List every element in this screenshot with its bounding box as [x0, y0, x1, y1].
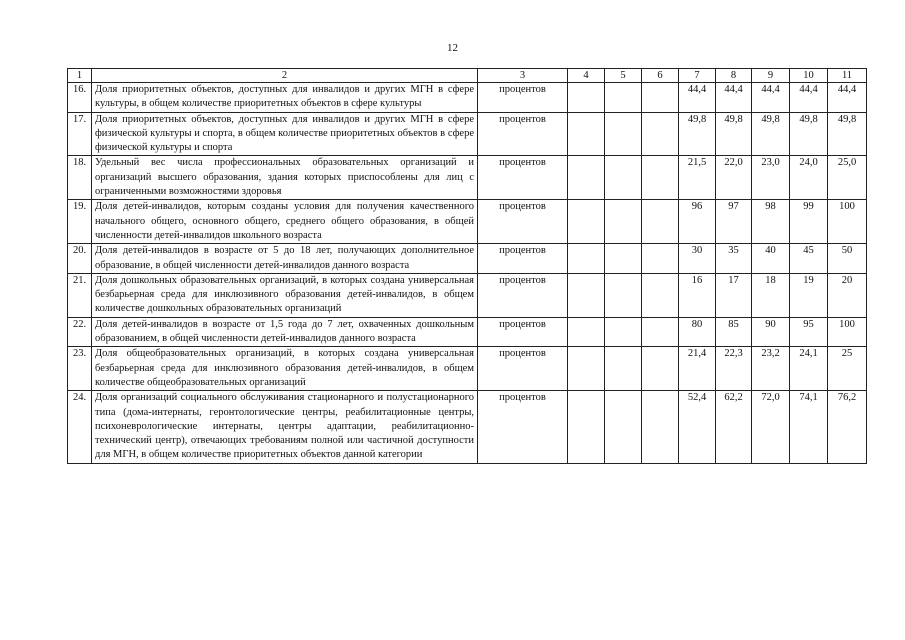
unit-cell: процентов	[478, 317, 568, 347]
value-cell: 30	[679, 244, 716, 274]
row-number: 19.	[68, 200, 92, 244]
row-number: 23.	[68, 347, 92, 391]
value-cell: 49,8	[679, 112, 716, 156]
value-cell	[605, 156, 642, 200]
value-cell: 90	[752, 317, 790, 347]
value-cell	[642, 83, 679, 113]
unit-cell: процентов	[478, 200, 568, 244]
indicators-table	[67, 68, 867, 464]
value-cell: 24,0	[790, 156, 828, 200]
value-cell: 44,4	[828, 83, 867, 113]
value-cell: 49,8	[790, 112, 828, 156]
row-number: 18.	[68, 156, 92, 200]
column-header: 3	[478, 69, 568, 83]
indicator-description: Доля общеобразовательных организаций, в которых создана универсальная безбарьерная среда для инклюзивного образования детей-инвалидов, в общем количестве общеобразовательных организаций	[92, 347, 478, 391]
value-cell	[642, 200, 679, 244]
unit-cell: процентов	[478, 347, 568, 391]
value-cell: 95	[790, 317, 828, 347]
indicator-description: Доля детей-инвалидов в возрасте от 1,5 года до 7 лет, охваченных дошкольным образованием, в общей численности детей-инвалидов данного возраста	[92, 317, 478, 347]
value-cell	[642, 156, 679, 200]
indicator-description: Доля организаций социального обслуживания стационарного и полустационарного типа (дома-интернаты, геронтологические центры, реабилитационные центры, психоневрологические интернаты, центры адаптации, реабилитационно-технический центр), отвечающих требованиям полной или частичной доступности для МГН, в общем количестве приоритетных объектов данной категории	[92, 391, 478, 463]
table-row	[68, 317, 867, 347]
value-cell: 80	[679, 317, 716, 347]
value-cell: 18	[752, 273, 790, 317]
unit-cell: процентов	[478, 156, 568, 200]
value-cell: 100	[828, 317, 867, 347]
value-cell	[568, 273, 605, 317]
value-cell	[568, 244, 605, 274]
value-cell	[642, 244, 679, 274]
value-cell: 99	[790, 200, 828, 244]
column-header: 11	[828, 69, 867, 83]
value-cell: 49,8	[752, 112, 790, 156]
value-cell: 44,4	[716, 83, 752, 113]
value-cell	[605, 200, 642, 244]
value-cell: 19	[790, 273, 828, 317]
value-cell: 23,2	[752, 347, 790, 391]
indicator-description: Доля дошкольных образовательных организаций, в которых создана универсальная безбарьерная среда для инклюзивного образования детей-инвалидов, в общем количестве дошкольных образовательных организаций	[92, 273, 478, 317]
value-cell	[642, 347, 679, 391]
indicator-description: Доля детей-инвалидов, которым созданы условия для получения качественного начального общего, основного общего, среднего общего образования, в общей численности детей-инвалидов школьного возраста	[92, 200, 478, 244]
value-cell: 22,0	[716, 156, 752, 200]
value-cell: 62,2	[716, 391, 752, 463]
value-cell	[605, 391, 642, 463]
column-header: 2	[92, 69, 478, 83]
row-number: 16.	[68, 83, 92, 113]
row-number: 17.	[68, 112, 92, 156]
value-cell: 22,3	[716, 347, 752, 391]
value-cell: 35	[716, 244, 752, 274]
value-cell: 24,1	[790, 347, 828, 391]
value-cell: 25	[828, 347, 867, 391]
value-cell: 44,4	[790, 83, 828, 113]
value-cell: 21,5	[679, 156, 716, 200]
value-cell	[568, 391, 605, 463]
value-cell: 20	[828, 273, 867, 317]
row-number: 20.	[68, 244, 92, 274]
indicator-description: Удельный вес числа профессиональных образовательных организаций и организаций высшего образования, здания которых приспособлены для лиц с ограниченными возможностями здоровья	[92, 156, 478, 200]
value-cell: 96	[679, 200, 716, 244]
value-cell: 85	[716, 317, 752, 347]
indicator-description: Доля приоритетных объектов, доступных для инвалидов и других МГН в сфере культуры, в общем количестве приоритетных объектов в сфере культуры	[92, 83, 478, 113]
indicator-description: Доля приоритетных объектов, доступных для инвалидов и других МГН в сфере физической культуры и спорта, в общем количестве приоритетных объектов в сфере физической культуры и спорта	[92, 112, 478, 156]
value-cell	[568, 317, 605, 347]
value-cell	[605, 112, 642, 156]
column-header: 1	[68, 69, 92, 83]
value-cell: 50	[828, 244, 867, 274]
unit-cell: процентов	[478, 83, 568, 113]
table-row	[68, 156, 867, 200]
value-cell: 72,0	[752, 391, 790, 463]
column-header: 6	[642, 69, 679, 83]
unit-cell: процентов	[478, 273, 568, 317]
value-cell	[568, 200, 605, 244]
value-cell: 98	[752, 200, 790, 244]
page-number: 12	[447, 42, 458, 54]
table-row	[68, 273, 867, 317]
column-header: 5	[605, 69, 642, 83]
value-cell	[642, 273, 679, 317]
value-cell	[605, 347, 642, 391]
value-cell	[642, 391, 679, 463]
column-header: 9	[752, 69, 790, 83]
value-cell: 45	[790, 244, 828, 274]
value-cell	[605, 83, 642, 113]
value-cell	[605, 317, 642, 347]
column-header: 8	[716, 69, 752, 83]
header-row	[68, 69, 867, 83]
unit-cell: процентов	[478, 244, 568, 274]
column-header: 4	[568, 69, 605, 83]
table-row	[68, 391, 867, 463]
value-cell	[568, 83, 605, 113]
value-cell	[568, 112, 605, 156]
value-cell	[605, 244, 642, 274]
row-number: 24.	[68, 391, 92, 463]
value-cell: 97	[716, 200, 752, 244]
unit-cell: процентов	[478, 112, 568, 156]
value-cell	[642, 317, 679, 347]
value-cell: 76,2	[828, 391, 867, 463]
table-row	[68, 200, 867, 244]
table-row	[68, 244, 867, 274]
column-header: 10	[790, 69, 828, 83]
value-cell: 100	[828, 200, 867, 244]
value-cell: 40	[752, 244, 790, 274]
table-row	[68, 83, 867, 113]
value-cell: 25,0	[828, 156, 867, 200]
value-cell: 49,8	[828, 112, 867, 156]
value-cell: 21,4	[679, 347, 716, 391]
value-cell	[642, 112, 679, 156]
value-cell	[605, 273, 642, 317]
value-cell: 44,4	[679, 83, 716, 113]
value-cell: 17	[716, 273, 752, 317]
value-cell: 74,1	[790, 391, 828, 463]
column-header: 7	[679, 69, 716, 83]
value-cell: 44,4	[752, 83, 790, 113]
row-number: 21.	[68, 273, 92, 317]
unit-cell: процентов	[478, 391, 568, 463]
table-row	[68, 347, 867, 391]
value-cell: 23,0	[752, 156, 790, 200]
row-number: 22.	[68, 317, 92, 347]
table-row	[68, 112, 867, 156]
value-cell	[568, 156, 605, 200]
value-cell: 49,8	[716, 112, 752, 156]
value-cell: 52,4	[679, 391, 716, 463]
value-cell: 16	[679, 273, 716, 317]
indicator-description: Доля детей-инвалидов в возрасте от 5 до 18 лет, получающих дополнительное образование, в общей численности детей-инвалидов данного возраста	[92, 244, 478, 274]
value-cell	[568, 347, 605, 391]
